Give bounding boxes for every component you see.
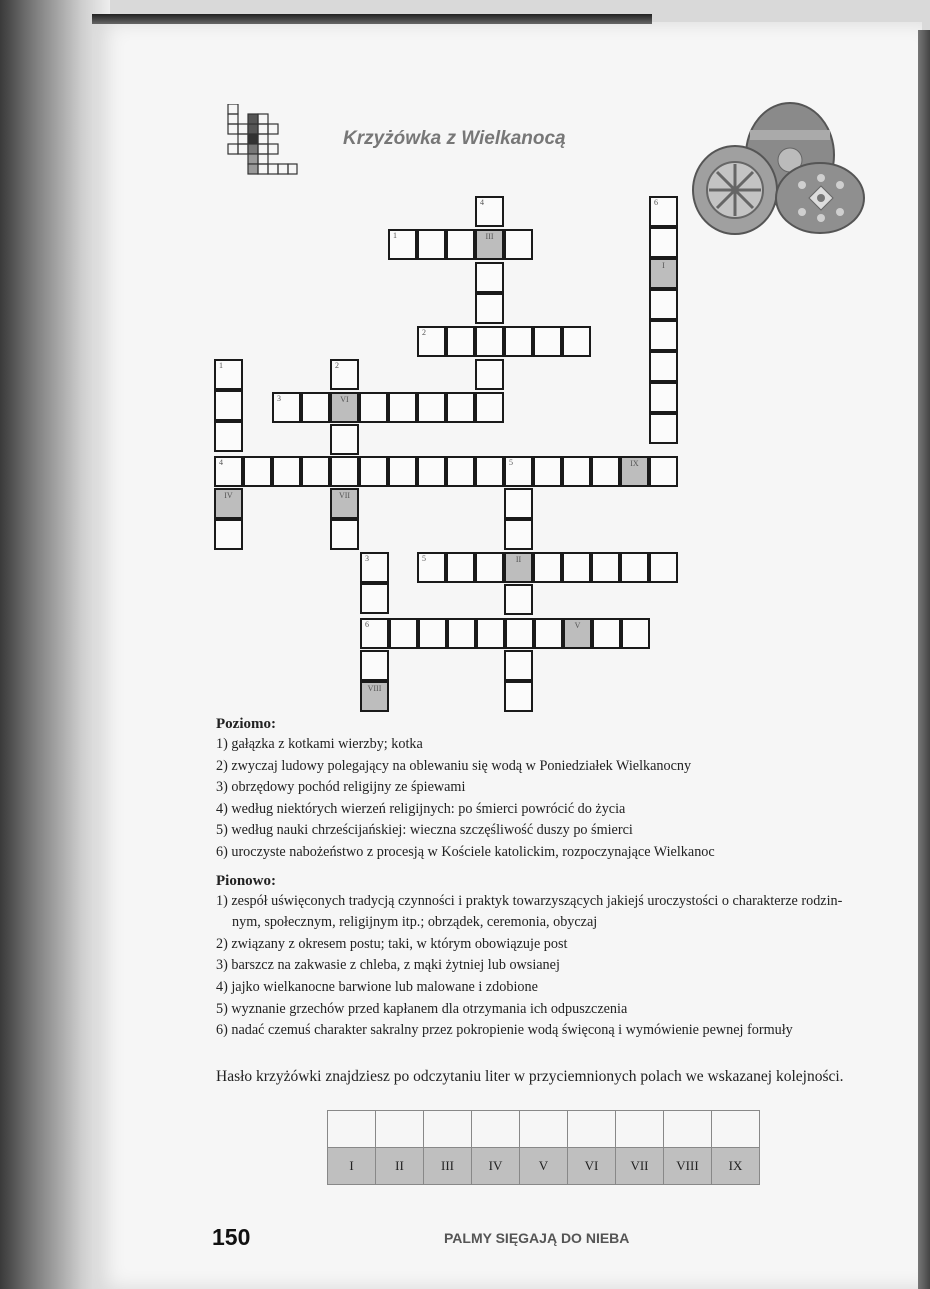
roman-numeral-marker: VII	[338, 491, 351, 500]
clue-number: 4	[480, 198, 484, 207]
crossword-cell[interactable]	[591, 552, 620, 583]
down-clue-1: 1) zespół uświęconych tradycją czynności i praktyk towarzyszących jakiejś uroczystości o charakterze rodzin-	[216, 892, 843, 909]
crossword-cell[interactable]	[418, 618, 447, 649]
crossword-cell[interactable]	[475, 359, 504, 390]
across-clue-1: 1) gałązka z kotkami wierzby; kotka	[216, 736, 423, 752]
clue-number: 3	[277, 394, 281, 403]
crossword-cell[interactable]	[447, 618, 476, 649]
crossword-cell[interactable]	[621, 618, 650, 649]
down-clue-4: 4) jajko wielkanocne barwione lub malowane i zdobione	[216, 978, 538, 995]
roman-numeral-marker: IV	[224, 491, 233, 500]
answer-cell[interactable]	[712, 1111, 760, 1148]
down-clue-6: 6) nadać czemuś charakter sakralny przez pokropienie wodą święconą i wymówienie pewnej formuły	[216, 1022, 793, 1039]
crossword-cell[interactable]	[504, 456, 533, 487]
crossword-cell[interactable]	[417, 552, 446, 583]
answer-cell[interactable]	[664, 1111, 712, 1148]
crossword-cell[interactable]	[505, 618, 534, 649]
answer-label: VI	[568, 1148, 616, 1185]
answer-label: VII	[616, 1148, 664, 1185]
crossword-cell[interactable]	[360, 618, 389, 649]
crossword-cell[interactable]	[649, 552, 678, 583]
answer-cell[interactable]	[568, 1111, 616, 1148]
crossword-cell[interactable]	[562, 552, 591, 583]
crossword-cell[interactable]	[214, 519, 243, 550]
crossword-cell[interactable]	[649, 258, 678, 289]
crossword-cell[interactable]	[475, 552, 504, 583]
answer-label: III	[424, 1148, 472, 1185]
clue-number: 5	[422, 554, 426, 563]
answer-cell[interactable]	[472, 1111, 520, 1148]
crossword-cell[interactable]	[475, 196, 504, 227]
crossword-cell[interactable]	[649, 196, 678, 227]
crossword-cell[interactable]	[360, 681, 389, 712]
crossword-cell[interactable]	[417, 326, 446, 357]
crossword-cell[interactable]	[504, 488, 533, 519]
crossword-cell[interactable]	[475, 262, 504, 293]
crossword-cell[interactable]	[591, 456, 620, 487]
roman-numeral-marker: I	[662, 261, 665, 270]
across-clue-2: 2) zwyczaj ludowy polegający na oblewaniu się wodą w Poniedziałek Wielkanocny	[216, 757, 692, 774]
crossword-cell[interactable]	[592, 618, 621, 649]
crossword-cell[interactable]	[388, 229, 417, 260]
crossword-cell[interactable]	[533, 552, 562, 583]
down-clue-1-continued: nym, społecznym, religijnym itp.; obrządek, ceremonia, obyczaj	[232, 914, 598, 931]
crossword-cell[interactable]	[475, 229, 504, 260]
crossword-cell[interactable]	[330, 456, 359, 487]
crossword-cell[interactable]	[388, 456, 417, 487]
clue-number: 6	[654, 198, 658, 207]
crossword-cell[interactable]	[620, 456, 649, 487]
clue-number: 1	[219, 361, 223, 370]
crossword-cell[interactable]	[504, 584, 533, 615]
crossword-cell[interactable]	[389, 618, 418, 649]
crossword-cell[interactable]	[649, 320, 678, 351]
clue-number: 6	[365, 620, 369, 629]
crossword-cell[interactable]	[272, 456, 301, 487]
clue-number: 5	[509, 458, 513, 467]
crossword-cell[interactable]	[620, 552, 649, 583]
crossword-cell[interactable]	[330, 392, 359, 423]
down-clue-3: 3) barszcz na zakwasie z chleba, z mąki żytniej lub owsianej	[216, 957, 560, 974]
crossword-cell[interactable]	[562, 326, 591, 357]
answer-label: V	[520, 1148, 568, 1185]
crossword-cell[interactable]	[446, 392, 475, 423]
across-clue-6: 6) uroczyste nabożeństwo z procesją w Kościele katolickim, rozpoczynające Wielkanoc	[216, 843, 715, 860]
crossword-cell[interactable]	[214, 390, 243, 421]
crossword-cell[interactable]	[301, 392, 330, 423]
across-heading: Poziomo:	[216, 716, 276, 732]
crossword-cell[interactable]	[534, 618, 563, 649]
crossword-cell[interactable]	[504, 326, 533, 357]
crossword-cell[interactable]	[475, 326, 504, 357]
answer-cell[interactable]	[616, 1111, 664, 1148]
roman-numeral-marker: V	[574, 621, 581, 630]
crossword-cell[interactable]	[504, 519, 533, 550]
answer-cell[interactable]	[328, 1111, 376, 1148]
clue-number: 1	[393, 231, 397, 240]
crossword-cell[interactable]	[446, 456, 475, 487]
crossword-cell[interactable]	[330, 424, 359, 455]
answer-cell[interactable]	[376, 1111, 424, 1148]
crossword-cell[interactable]	[649, 456, 678, 487]
answer-cell[interactable]	[520, 1111, 568, 1148]
crossword-cell[interactable]	[214, 456, 243, 487]
crossword-cell[interactable]	[446, 326, 475, 357]
crossword-cell[interactable]	[649, 289, 678, 320]
crossword-cell[interactable]	[330, 488, 359, 519]
answer-label: IX	[712, 1148, 760, 1185]
answer-label: I	[328, 1148, 376, 1185]
crossword-cell[interactable]	[272, 392, 301, 423]
crossword-cell[interactable]	[649, 227, 678, 258]
roman-numeral-marker: II	[515, 555, 522, 564]
answer-label: II	[376, 1148, 424, 1185]
across-clue-3: 3) obrzędowy pochód religijny ze śpiewami	[216, 779, 466, 796]
crossword-cell[interactable]	[417, 392, 446, 423]
clue-number: 4	[219, 458, 223, 467]
crossword-cell[interactable]	[504, 229, 533, 260]
roman-numeral-marker: III	[485, 232, 494, 241]
crossword-cell[interactable]	[359, 456, 388, 487]
crossword-cell[interactable]	[533, 326, 562, 357]
crossword-cell[interactable]	[243, 456, 272, 487]
crossword-cell[interactable]	[446, 229, 475, 260]
down-clue-2: 2) związany z okresem postu; taki, w którym obowiązuje post	[216, 935, 568, 952]
across-clue-5: 5) według nauki chrześcijańskiej: wieczna szczęśliwość duszy po śmierci	[216, 822, 633, 839]
crossword-cell[interactable]	[446, 552, 475, 583]
roman-numeral-marker: VI	[340, 395, 349, 404]
crossword-cell[interactable]	[504, 681, 533, 712]
password-answer-table	[327, 1110, 760, 1185]
clue-number: 2	[422, 328, 426, 337]
answer-cell[interactable]	[424, 1111, 472, 1148]
crossword-cell[interactable]	[360, 583, 389, 614]
crossword-cell[interactable]	[360, 650, 389, 681]
crossword-cell[interactable]	[562, 456, 591, 487]
down-heading: Pionowo:	[216, 872, 276, 889]
clues-section	[216, 714, 886, 1042]
crossword-cell[interactable]	[649, 382, 678, 413]
crossword-cell[interactable]	[476, 618, 505, 649]
crossword-cell[interactable]	[649, 351, 678, 382]
crossword-cell[interactable]	[359, 392, 388, 423]
crossword-cell[interactable]	[214, 488, 243, 519]
page-number: 150	[212, 1224, 251, 1250]
crossword-cell[interactable]	[649, 413, 678, 444]
crossword-cell[interactable]	[504, 650, 533, 681]
crossword-cell[interactable]	[330, 359, 359, 390]
crossword-cell[interactable]	[214, 421, 243, 452]
clue-number: 3	[365, 554, 369, 563]
crossword-cell[interactable]	[504, 552, 533, 583]
clue-number: 2	[335, 361, 339, 370]
crossword-cell[interactable]	[533, 456, 562, 487]
across-clue-4: 4) według niektórych wierzeń religijnych: po śmierci powrócić do życia	[216, 800, 626, 817]
crossword-cell[interactable]	[388, 392, 417, 423]
crossword-cell[interactable]	[563, 618, 592, 649]
page-title: Krzyżówka z Wielkanocą	[343, 128, 566, 149]
answer-label: IV	[472, 1148, 520, 1185]
running-footer: PALMY SIĘGAJĄ DO NIEBA	[444, 1230, 630, 1246]
crossword-cell[interactable]	[301, 456, 330, 487]
crossword-cell[interactable]	[417, 229, 446, 260]
crossword-cell[interactable]	[330, 519, 359, 550]
answer-label: VIII	[664, 1148, 712, 1185]
crossword-cell[interactable]	[417, 456, 446, 487]
down-clue-5: 5) wyznanie grzechów przed kapłanem dla otrzymania ich odpuszczenia	[216, 1000, 628, 1017]
crossword-cell[interactable]	[475, 392, 504, 423]
crossword-cell[interactable]	[360, 552, 389, 583]
crossword-cell[interactable]	[214, 359, 243, 390]
password-instruction: Hasło krzyżówki znajdziesz po odczytaniu liter w przyciemnionych polach we wskazanej kolejności.	[216, 1068, 844, 1085]
roman-numeral-marker: IX	[630, 459, 639, 468]
crossword-cell[interactable]	[475, 293, 504, 324]
roman-numeral-marker: VIII	[367, 684, 382, 693]
crossword-cell[interactable]	[475, 456, 504, 487]
